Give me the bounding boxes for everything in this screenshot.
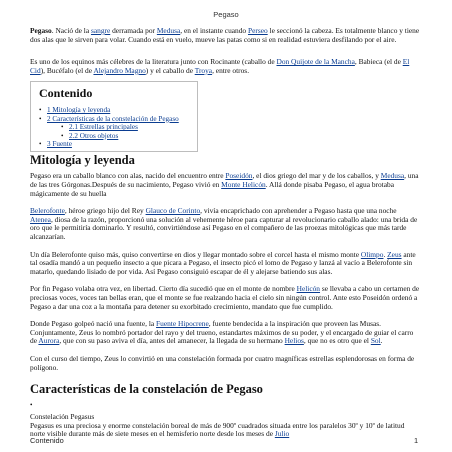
section-heading-mitologia: Mitología y leyenda — [30, 153, 135, 168]
link-sangre[interactable]: sangre — [90, 26, 111, 35]
para-text: , que no es otro que el — [303, 336, 371, 346]
link-monte-helicon[interactable]: Monte Helicón — [221, 180, 266, 189]
footer-page-number: 1 — [414, 436, 419, 445]
caracteristicas-paragraph-1 — [30, 422, 420, 439]
toc-link[interactable]: 2.1 Estrellas principales — [69, 123, 138, 132]
intro-paragraph — [30, 27, 420, 44]
para-text: Un día Belerofonte quiso más, quiso convertirse en dios y llegar montado sobre el corcel hasta el mismo monte — [30, 249, 361, 259]
link-poseidon[interactable]: Poseidón — [225, 171, 253, 181]
link-glauco[interactable]: Glauco de Corinto — [145, 206, 201, 216]
link-atenea[interactable]: Atenea — [30, 214, 51, 224]
constelacion-caption: Constelación Pegasus — [30, 412, 95, 422]
para-text: ), Bucéfalo (el de — [40, 65, 94, 75]
intro-text: . Nació de la — [51, 26, 91, 35]
toc-link[interactable]: 3 Fuente — [47, 140, 72, 148]
document-body — [30, 27, 420, 439]
mitologia-paragraph-3 — [30, 251, 420, 277]
para-text: ) y el caballo de — [145, 65, 195, 75]
toc-title: Contenido — [39, 86, 93, 101]
toc-item-otros-objetos[interactable] — [39, 132, 189, 140]
link-helicon[interactable]: Helicón — [296, 284, 321, 294]
toc-link[interactable]: 1 Mitología y leyenda — [47, 106, 111, 115]
toc-item-mitologia[interactable] — [39, 106, 189, 114]
link-aurora[interactable]: Aurora — [38, 336, 60, 346]
link-belerofonte[interactable]: Belerofonte — [30, 206, 65, 216]
para-text: . — [383, 249, 388, 259]
para-text: . Allá donde pisaba Pegaso, el agua brotaba mágicamente de su huella — [30, 180, 394, 198]
para-text: ante tal osadía mandó a un pequeño insecto a que picara a Pegaso, el insecto picó el lomo de Pegaso y lanzá al vacío a Belerofonte sin matarlo, quedando lisiado de por vida. Así Pegaso consiguió escapar de él y alejarse batiendo sus alas. — [30, 249, 416, 276]
para-text: se llevaba a cabo un certamen de preciosas voces, voces tan bellas eran, que el monte se fue realzando hacia el cielo sin ningún control. Ante esto Poseidón ordenó a Pegaso a dar una coz a la montaña para detener su exorbitado crecimiento, mandato que fue cumplido. — [30, 284, 420, 311]
para-text: Es uno de los equinos más célebres de la literatura junto con Rocinante (caballo de — [30, 57, 277, 67]
link-perseo[interactable]: Perseo — [247, 26, 268, 35]
link-fuente-hipocrene[interactable]: Fuente Hipocrene — [156, 319, 209, 329]
para-text: , que con su paso aviva el día, antes del amanecer, la llegada de su hermano — [59, 336, 285, 346]
mitologia-paragraph-5 — [30, 320, 420, 346]
toc-link[interactable]: 2 Características de la constelación de Pegaso — [47, 114, 179, 123]
table-of-contents — [30, 81, 198, 152]
bullet-marker: • — [30, 401, 33, 410]
intro-text: le seccionó la cabeza. Es totalmente blanco y tiene dos alas que le sirven para volar. Cuando está en vuelo, mueve las patas como si en realidad estuviera desfilando por el aire. — [30, 26, 420, 44]
section-heading-caracteristicas: Características de la constelación de Pegaso — [30, 382, 263, 397]
link-alejandro-magno[interactable]: Alejandro Magno — [93, 65, 146, 75]
rocinante-paragraph — [30, 58, 420, 75]
link-don-quijote[interactable]: Don Quijote de la Mancha — [276, 57, 355, 67]
para-text: , una de las tres Górgonas.Después de su nacimiento, Pegaso vivió en — [30, 171, 419, 189]
link-el-cid[interactable]: El Cid — [30, 57, 410, 75]
toc-item-estrellas[interactable] — [39, 123, 189, 131]
toc-item-fuente[interactable] — [39, 140, 189, 148]
mitologia-paragraph-2 — [30, 207, 420, 241]
para-text: , diosa de la razón, proporcionó una solución al vehemente héroe para capturar al revolucionario caballo alado: una brida de oro que le permitiría dominarlo. Y resultó, convirtiéndose así Pegaso en el compañero de las proezas mitológicas que más tarde alcanzarían. — [30, 214, 418, 241]
link-troya[interactable]: Troya — [194, 65, 213, 75]
page-title: Pegaso — [213, 10, 239, 19]
link-medusa[interactable]: Medusa — [156, 26, 181, 35]
intro-text: derramada por — [110, 26, 157, 35]
mitologia-paragraph-1 — [30, 172, 420, 198]
para-text: , fuente bendecida a la inspiración que proveen las Musas. Conjuntamente, Zeus lo nombró portador del rayo y del trueno, estandartes máximos de su poder, y el encargado de guiar el carro de — [30, 319, 414, 346]
mitologia-paragraph-4 — [30, 285, 420, 311]
link-medusa[interactable]: Medusa — [380, 171, 405, 181]
toc-list — [39, 106, 189, 148]
para-text: Pegasus es una preciosa y enorme constelación boreal de más de 900º cuadrados situada entre los paralelos 30º y 10º de latitud norte visible durante más de siete meses en el hemisferio norte desde los meses de — [30, 420, 405, 439]
link-julio[interactable]: Julio — [274, 429, 290, 439]
para-text: . — [380, 336, 383, 346]
toc-item-caracteristicas[interactable] — [39, 115, 189, 123]
intro-bold-name: Pegaso — [30, 26, 52, 35]
para-text: , Babieca (el de — [354, 57, 403, 67]
para-text: Pegaso era un caballo blanco con alas, nacido del encuentro entre — [30, 171, 226, 181]
para-text: Donde Pegaso golpeó nació una fuente, la — [30, 319, 157, 329]
mitologia-paragraph-6: Con el curso del tiempo, Zeus lo convirtió en una constelación formada por cuatro magníficas estrellas esplendorosas en forma de polígono. — [30, 353, 415, 372]
link-olimpo[interactable]: Olimpo — [360, 249, 384, 259]
intro-text: , en el instante cuando — [180, 26, 248, 35]
link-zeus[interactable]: Zeus — [387, 249, 402, 259]
link-sol[interactable]: Sol — [370, 336, 381, 346]
toc-link[interactable]: 2.2 Otros objetos — [69, 131, 119, 140]
para-text: , vivía encaprichado con aprehender a Pegaso hasta que una noche — [200, 206, 397, 216]
footer-label: Contenido — [30, 436, 64, 445]
link-helios[interactable]: Helios — [284, 336, 304, 346]
para-text: , héroe griego hijo del Rey — [64, 206, 146, 216]
para-text: , entre otros. — [212, 65, 250, 75]
para-text: Por fin Pegaso volaba otra vez, en libertad. Cierto día sucedió que en el monte de nombre — [30, 284, 297, 294]
para-text: , el dios griego del mar y de los caballos, y — [252, 171, 381, 181]
